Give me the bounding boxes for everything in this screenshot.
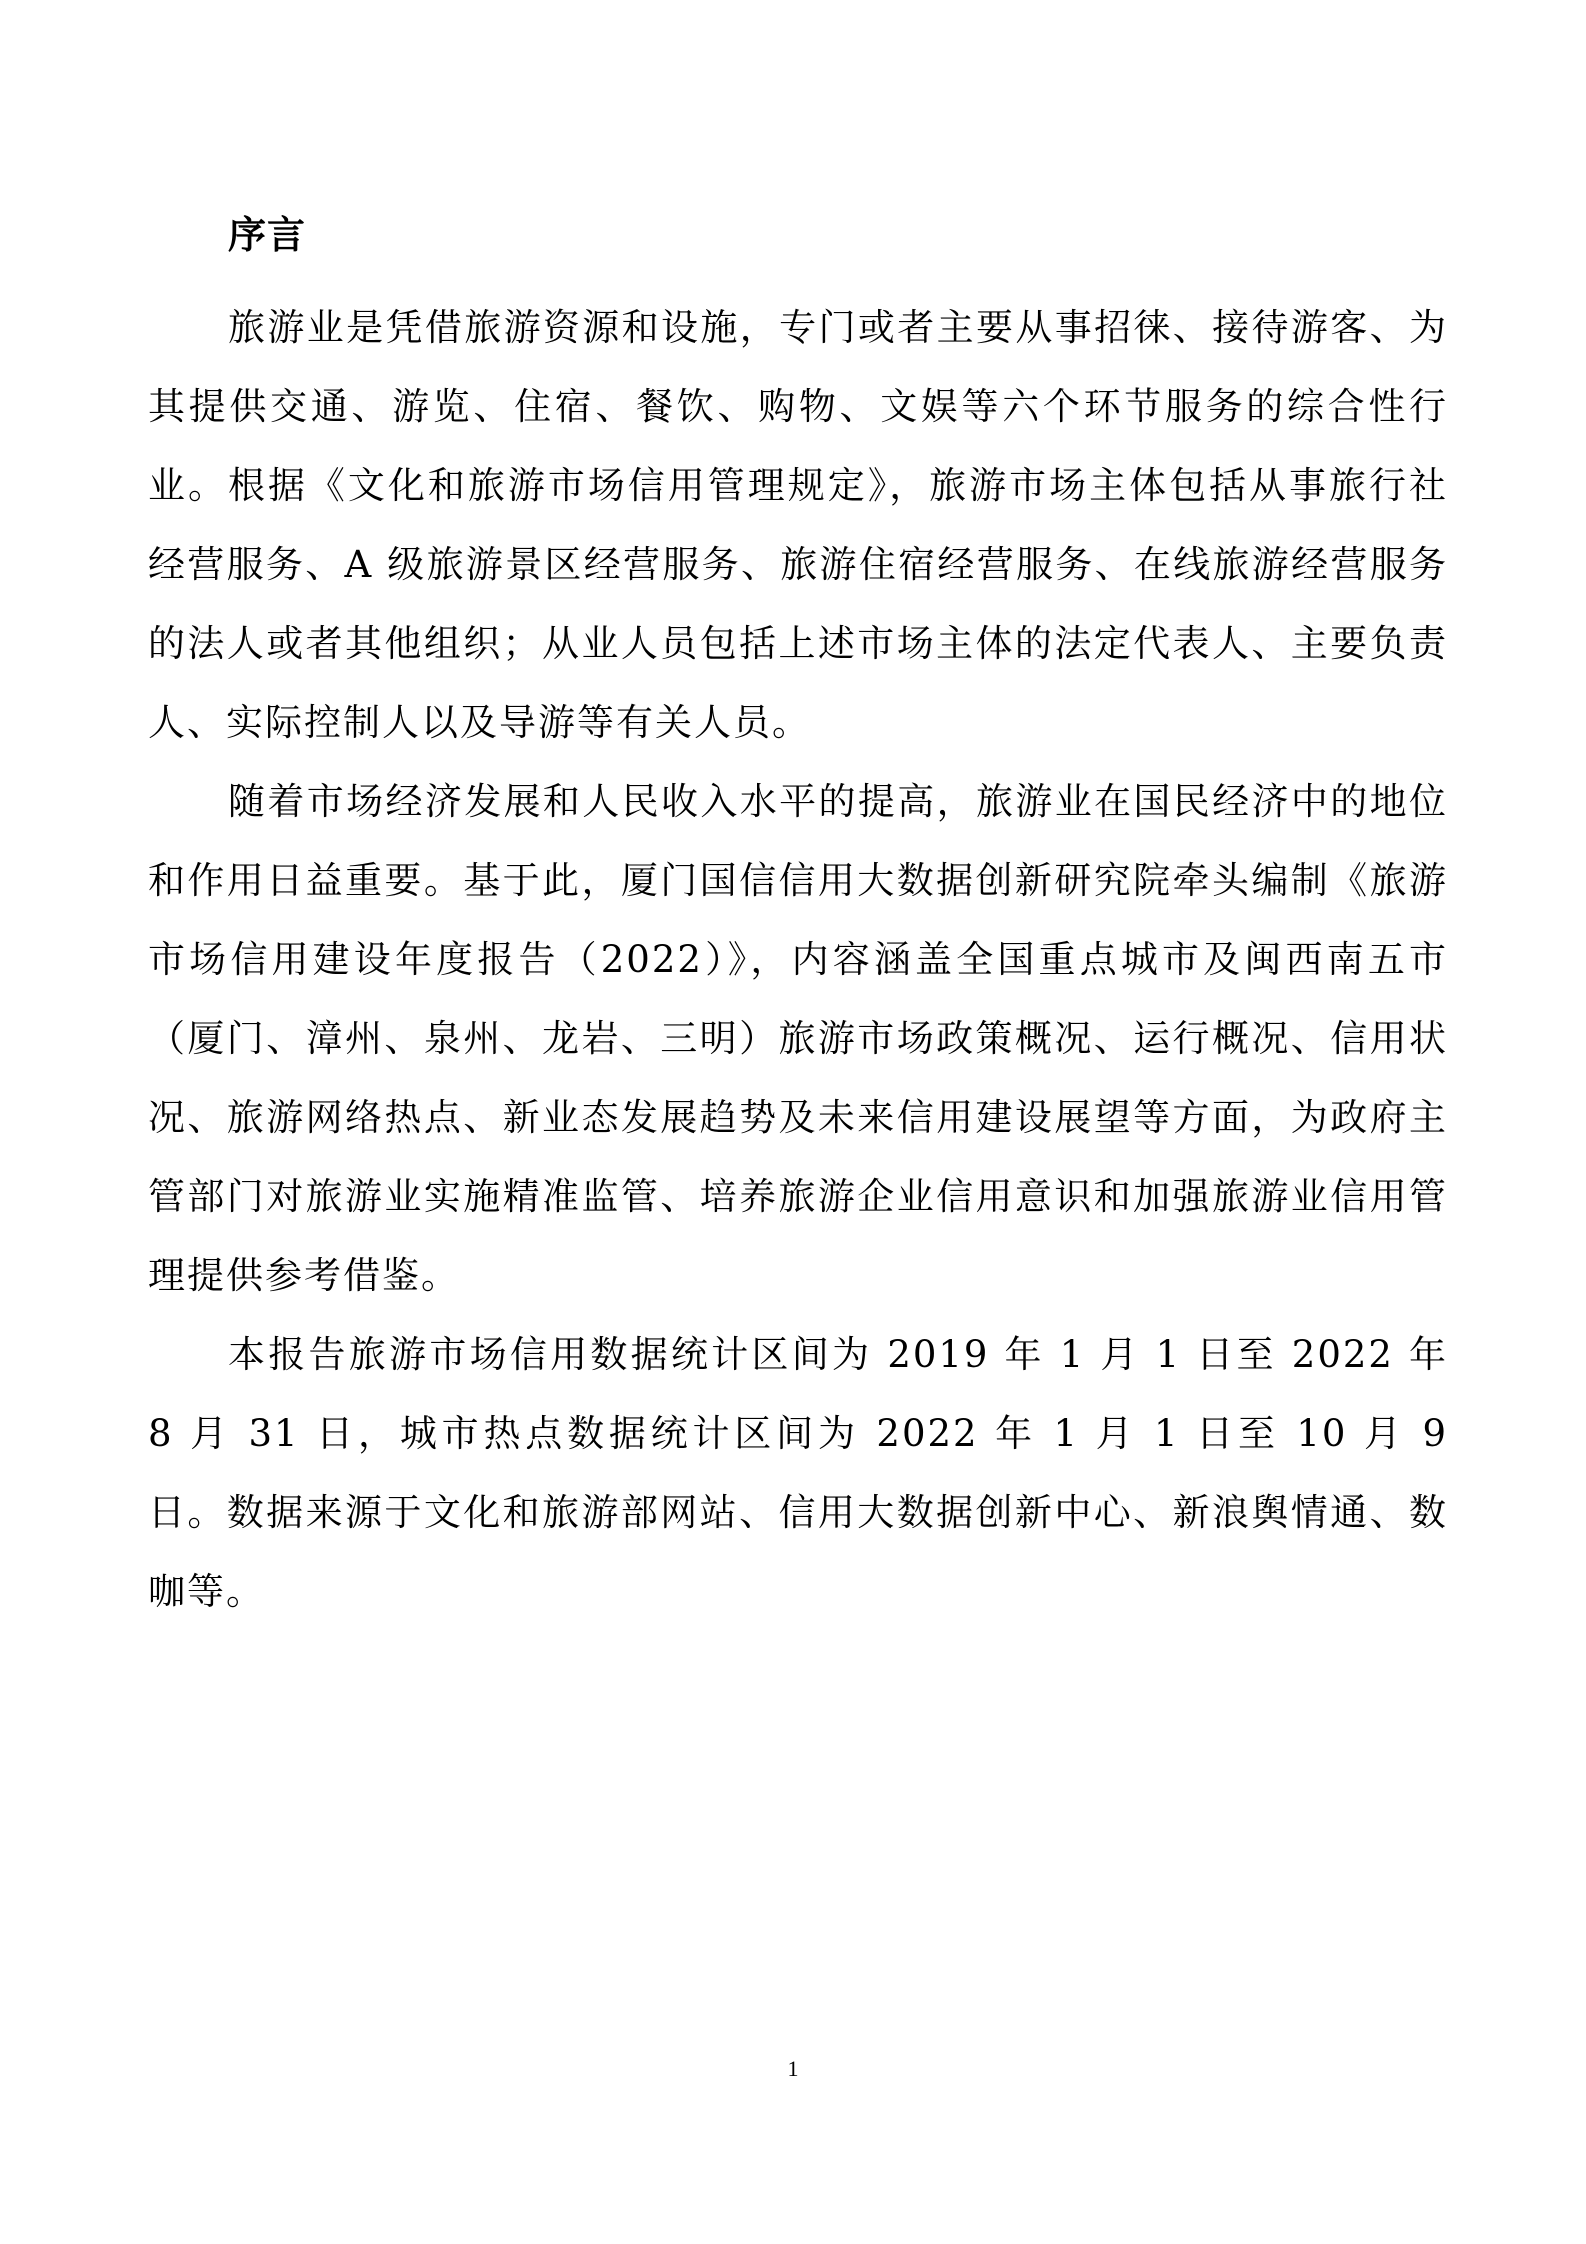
page-number: 1 [787,2056,799,2081]
paragraph-data-sources: 本报告旅游市场信用数据统计区间为 2019 年 1 月 1 日至 2022 年 8 月 31 日，城市热点数据统计区间为 2022 年 1 月 1 日至 10 月 9 日。数据来源于文化和旅游部网站、信用大数据创新中心、新浪舆情通、数咖等。 [148,1333,1448,1613]
section-heading: 序言 [228,213,307,257]
paragraph-report-background: 随着市场经济发展和人民收入水平的提高，旅游业在国民经济中的地位和作用日益重要。基于此，厦门国信信用大数据创新研究院牵头编制《旅游市场信用建设年度报告（2022）》，内容涵盖全国重点城市及闽西南五市（厦门、漳州、泉州、龙岩、三明）旅游市场政策概况、运行概况、信用状况、旅游网络热点、新业态发展趋势及未来信用建设展望等方面，为政府主管部门对旅游业实施精准监管、培养旅游企业信用意识和加强旅游业信用管理提供参考借鉴。 [148,780,1448,1297]
preface-body [148,288,1448,1631]
paragraph-industry-definition: 旅游业是凭借旅游资源和设施，专门或者主要从事招徕、接待游客、为其提供交通、游览、住宿、餐饮、购物、文娱等六个环节服务的综合性行业。根据《文化和旅游市场信用管理规定》，旅游市场主体包括从事旅行社经营服务、A 级旅游景区经营服务、旅游住宿经营服务、在线旅游经营服务的法人或者其他组织；从业人员包括上述市场主体的法定代表人、主要负责人、实际控制人以及导游等有关人员。 [148,306,1448,744]
